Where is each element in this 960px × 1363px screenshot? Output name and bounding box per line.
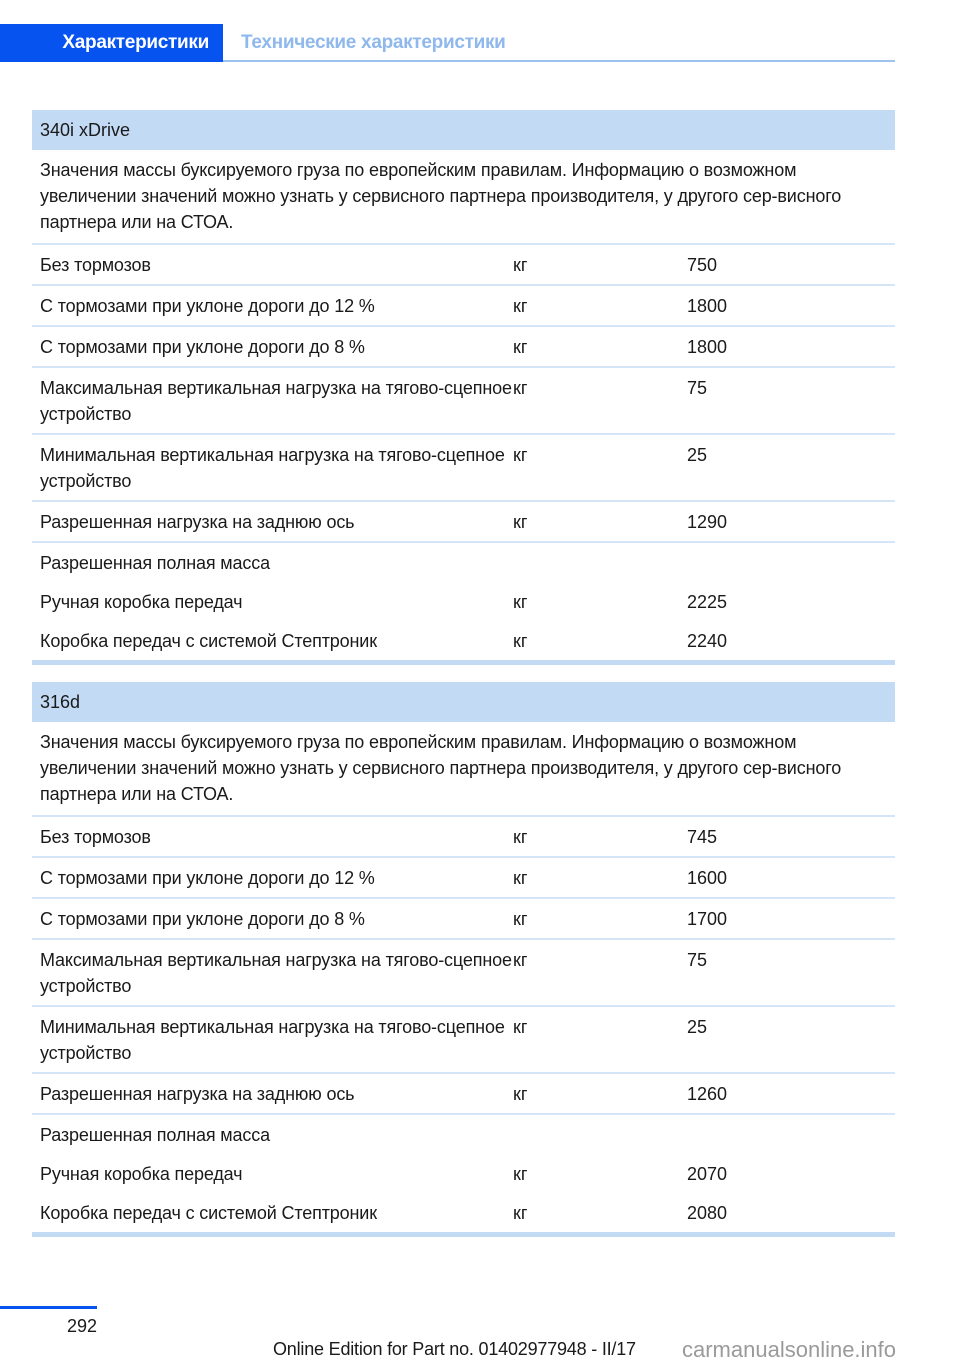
row-label: С тормозами при уклоне дороги до 12 %	[40, 868, 375, 888]
table-row	[32, 817, 895, 858]
edition-info: Online Edition for Part no. 01402977948 - II/17	[273, 1339, 636, 1359]
row-unit: кг	[513, 378, 528, 398]
table-row	[32, 858, 895, 899]
table-row	[32, 582, 895, 621]
row-unit: кг	[513, 337, 528, 357]
row-value: 750	[687, 255, 718, 275]
row-value: 1800	[687, 337, 728, 357]
page-header	[0, 24, 895, 62]
page-number-rule	[0, 1306, 97, 1309]
row-value: 1800	[687, 296, 728, 316]
row-label: С тормозами при уклоне дороги до 12 %	[40, 296, 375, 316]
table-row	[32, 940, 895, 1007]
row-label: Без тормозов	[40, 255, 151, 275]
page-number: 292	[66, 1316, 97, 1336]
row-unit: кг	[513, 255, 528, 275]
row-unit: кг	[513, 1084, 528, 1104]
table-subheading-row	[32, 1115, 895, 1154]
row-value: 75	[687, 378, 708, 398]
table-row	[32, 286, 895, 327]
row-unit: кг	[513, 631, 528, 651]
row-value: 2240	[687, 631, 728, 651]
table-row	[32, 1007, 895, 1074]
row-value	[687, 1122, 895, 1148]
row-value: 1290	[687, 512, 728, 532]
table-row	[32, 1193, 895, 1237]
model-header: 340i xDrive	[32, 110, 895, 150]
row-label: Ручная коробка передач	[40, 592, 243, 612]
row-label: Максимальная вертикальная нагрузка на тягово-сцепное устройство	[40, 378, 512, 424]
model-header: 316d	[32, 682, 895, 722]
row-unit: кг	[513, 296, 528, 316]
chapter-tab[interactable]: Характеристики	[0, 24, 223, 62]
row-label: С тормозами при уклоне дороги до 8 %	[40, 337, 365, 357]
watermark: carmanualsonline.info	[682, 1337, 897, 1362]
table-row	[32, 245, 895, 286]
row-value: 75	[687, 950, 708, 970]
row-value: 25	[687, 1017, 708, 1037]
row-label: Коробка передач с системой Стептроник	[40, 1203, 377, 1223]
towing-note: Значения массы буксируемого груза по европейским правилам. Информацию о возможном увеличении значений можно узнать у сервисного партнера производителя, у другого сер-висного партнера или на СТОА.	[32, 150, 895, 245]
row-unit: кг	[513, 512, 528, 532]
row-label: Минимальная вертикальная нагрузка на тягово-сцепное устройство	[40, 1017, 505, 1063]
table-row	[32, 621, 895, 665]
row-label: Без тормозов	[40, 827, 151, 847]
row-value: 2080	[687, 1203, 728, 1223]
row-label: С тормозами при уклоне дороги до 8 %	[40, 909, 365, 929]
table-row	[32, 1154, 895, 1193]
table-row	[32, 435, 895, 502]
row-value: 25	[687, 445, 708, 465]
row-value: 745	[687, 827, 718, 847]
row-unit	[513, 1122, 687, 1148]
row-unit: кг	[513, 909, 528, 929]
row-unit	[513, 550, 687, 576]
towing-note: Значения массы буксируемого груза по европейским правилам. Информацию о возможном увеличении значений можно узнать у сервисного партнера производителя, у другого сер-висного партнера или на СТОА.	[32, 722, 895, 817]
row-label: Разрешенная полная масса	[40, 1125, 270, 1145]
table-row	[32, 368, 895, 435]
row-label: Разрешенная нагрузка на заднюю ось	[40, 1084, 355, 1104]
row-unit: кг	[513, 592, 528, 612]
row-unit: кг	[513, 1017, 528, 1037]
row-label: Ручная коробка передач	[40, 1164, 243, 1184]
spec-table-340i-xdrive	[32, 110, 895, 665]
row-unit: кг	[513, 1203, 528, 1223]
row-value: 2225	[687, 592, 728, 612]
row-label: Разрешенная нагрузка на заднюю ось	[40, 512, 355, 532]
table-row	[32, 502, 895, 543]
row-value: 1700	[687, 909, 728, 929]
row-value: 1600	[687, 868, 728, 888]
row-unit: кг	[513, 1164, 528, 1184]
row-label: Коробка передач с системой Стептроник	[40, 631, 377, 651]
row-value	[687, 550, 895, 576]
row-unit: кг	[513, 868, 528, 888]
row-value: 1260	[687, 1084, 728, 1104]
table-subheading-row	[32, 543, 895, 582]
table-row	[32, 1074, 895, 1115]
row-unit: кг	[513, 950, 528, 970]
row-label: Максимальная вертикальная нагрузка на тягово-сцепное устройство	[40, 950, 512, 996]
table-row	[32, 327, 895, 368]
row-label: Минимальная вертикальная нагрузка на тягово-сцепное устройство	[40, 445, 505, 491]
row-value: 2070	[687, 1164, 728, 1184]
table-row	[32, 899, 895, 940]
section-title: Технические характеристики	[223, 24, 895, 62]
row-label: Разрешенная полная масса	[40, 553, 270, 573]
row-unit: кг	[513, 445, 528, 465]
spec-table-316d	[32, 682, 895, 1237]
row-unit: кг	[513, 827, 528, 847]
